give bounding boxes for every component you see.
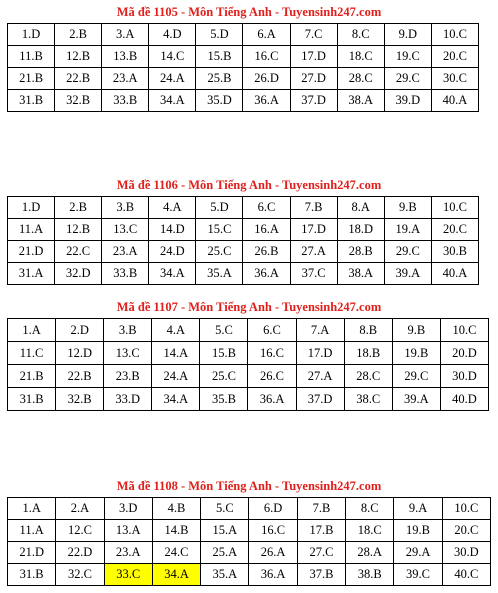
answer-row	[8, 263, 479, 285]
answer-cell: 21.D	[8, 542, 56, 564]
answer-cell: 13.A	[104, 520, 152, 542]
answer-cell: 23.A	[102, 241, 149, 263]
answer-cell: 28.C	[337, 68, 384, 90]
answer-cell: 17.D	[290, 219, 337, 241]
answer-cell: 40.C	[442, 564, 490, 586]
answer-cell: 38.A	[337, 263, 384, 285]
answer-cell: 6.C	[243, 197, 290, 219]
answer-rows	[8, 319, 489, 411]
answer-cell: 10.C	[431, 197, 478, 219]
answer-cell: 26.D	[243, 68, 290, 90]
answer-cell: 8.C	[346, 498, 394, 520]
answer-cell: 39.A	[384, 263, 431, 285]
answer-cell: 12.B	[55, 46, 102, 68]
answer-cell: 37.C	[290, 263, 337, 285]
answer-cell: 37.B	[297, 564, 345, 586]
answer-cell: 12.B	[55, 219, 102, 241]
answer-cell: 22.B	[56, 365, 104, 388]
answer-cell: 7.B	[297, 498, 345, 520]
answer-cell: 24.D	[149, 241, 196, 263]
answer-table	[7, 196, 479, 285]
answer-cell: 8.C	[337, 24, 384, 46]
answer-cell: 4.A	[149, 197, 196, 219]
answer-cell: 14.A	[152, 342, 200, 365]
answer-cell: 34.A	[152, 388, 200, 411]
answer-cell: 5.D	[196, 197, 243, 219]
answer-cell: 27.C	[297, 542, 345, 564]
answer-cell: 3.B	[102, 197, 149, 219]
answer-cell: 30.D	[440, 365, 488, 388]
answer-cell: 27.A	[296, 365, 344, 388]
answer-cell: 2.D	[56, 319, 104, 342]
answer-cell: 3.A	[102, 24, 149, 46]
answer-cell: 4.A	[152, 319, 200, 342]
answer-rows	[8, 498, 491, 586]
answer-row	[8, 520, 491, 542]
answer-cell: 22.C	[55, 241, 102, 263]
answer-cell: 38.C	[344, 388, 392, 411]
answer-cell: 14.B	[152, 520, 200, 542]
answer-cell: 21.D	[8, 241, 55, 263]
answer-row	[8, 498, 491, 520]
answer-cell: 33.B	[102, 90, 149, 112]
answer-cell: 40.A	[431, 90, 478, 112]
answer-cell: 23.A	[102, 68, 149, 90]
answer-cell: 19.B	[394, 520, 442, 542]
answer-cell: 27.D	[290, 68, 337, 90]
answer-cell: 39.D	[384, 90, 431, 112]
answer-cell: 29.C	[384, 68, 431, 90]
answer-cell: 23.A	[104, 542, 152, 564]
answer-cell: 16.A	[243, 219, 290, 241]
answer-cell: 2.A	[56, 498, 104, 520]
answer-cell: 28.C	[344, 365, 392, 388]
answer-cell: 9.D	[384, 24, 431, 46]
answer-cell: 37.D	[296, 388, 344, 411]
answer-cell: 21.B	[8, 365, 56, 388]
answer-cell: 9.B	[392, 319, 440, 342]
answer-cell: 8.A	[337, 197, 384, 219]
answer-cell: 32.C	[56, 564, 104, 586]
answer-rows	[8, 197, 479, 285]
answer-cell: 15.C	[196, 219, 243, 241]
answer-cell: 12.D	[56, 342, 104, 365]
answer-cell: 20.C	[442, 520, 490, 542]
answer-cell: 17.D	[296, 342, 344, 365]
answer-cell: 20.D	[440, 342, 488, 365]
code-title: Mã đề 1107 - Môn Tiếng Anh - Tuyensinh247.com	[116, 300, 382, 314]
answer-cell: 17.B	[297, 520, 345, 542]
answer-cell: 32.B	[55, 90, 102, 112]
answer-cell: 26.C	[248, 365, 296, 388]
answer-row	[8, 219, 479, 241]
answer-cell: 18.B	[344, 342, 392, 365]
answer-cell: 32.D	[55, 263, 102, 285]
answer-cell: 37.D	[290, 90, 337, 112]
code-title: Mã đề 1108 - Môn Tiếng Anh - Tuyensinh247.com	[116, 479, 382, 493]
answer-cell: 4.D	[149, 24, 196, 46]
answer-cell: 34.A	[149, 90, 196, 112]
answer-row	[8, 319, 489, 342]
answer-cell: 22.D	[56, 542, 104, 564]
answer-cell: 11.B	[8, 46, 55, 68]
answer-cell: 32.B	[56, 388, 104, 411]
answer-cell: 2.B	[55, 197, 102, 219]
answer-row	[8, 564, 491, 586]
answer-row	[8, 365, 489, 388]
answer-cell: 1.D	[8, 197, 55, 219]
answer-cell: 36.A	[243, 263, 290, 285]
answer-cell: 29.A	[394, 542, 442, 564]
answer-cell: 33.D	[104, 388, 152, 411]
answer-cell: 13.C	[104, 342, 152, 365]
answer-table	[7, 318, 489, 411]
answer-row	[8, 542, 491, 564]
answer-cell: 4.B	[152, 498, 200, 520]
answer-cell: 31.B	[8, 90, 55, 112]
answer-cell: 2.B	[55, 24, 102, 46]
answer-row	[8, 197, 479, 219]
answer-cell: 34.A	[149, 263, 196, 285]
answer-cell: 7.C	[290, 24, 337, 46]
answer-cell: 28.A	[346, 542, 394, 564]
answer-row	[8, 388, 489, 411]
answer-cell: 9.B	[384, 197, 431, 219]
answer-cell: 26.B	[243, 241, 290, 263]
answer-cell: 9.A	[394, 498, 442, 520]
answer-cell: 35.B	[200, 388, 248, 411]
answer-cell: 10.C	[440, 319, 488, 342]
answer-cell: 40.D	[440, 388, 488, 411]
answer-cell: 35.D	[196, 90, 243, 112]
answer-cell: 27.A	[290, 241, 337, 263]
answer-cell: 1.A	[8, 498, 56, 520]
answer-cell: 10.C	[442, 498, 490, 520]
answer-cell: 18.C	[346, 520, 394, 542]
answer-cell: 35.A	[201, 564, 249, 586]
answer-cell: 28.B	[337, 241, 384, 263]
answer-cell: 3.B	[104, 319, 152, 342]
answer-cell: 14.C	[149, 46, 196, 68]
answer-cell: 23.B	[104, 365, 152, 388]
answer-cell: 24.A	[152, 365, 200, 388]
answer-cell: 31.B	[8, 564, 56, 586]
answer-cell: 6.A	[243, 24, 290, 46]
answer-cell: 33.C	[104, 564, 152, 586]
answer-cell: 5.C	[200, 319, 248, 342]
answer-cell: 19.C	[384, 46, 431, 68]
answer-cell: 25.B	[196, 68, 243, 90]
answer-cell: 36.A	[248, 388, 296, 411]
answer-cell: 24.A	[149, 68, 196, 90]
code-title: Mã đề 1105 - Môn Tiếng Anh - Tuyensinh247.com	[116, 5, 382, 19]
answer-cell: 25.A	[201, 542, 249, 564]
answer-cell: 20.C	[431, 219, 478, 241]
answer-row	[8, 68, 479, 90]
answer-cell: 19.B	[392, 342, 440, 365]
answer-cell: 5.C	[201, 498, 249, 520]
answer-cell: 18.D	[337, 219, 384, 241]
answer-cell: 6.D	[249, 498, 297, 520]
answer-table	[7, 23, 479, 112]
answer-cell: 15.B	[196, 46, 243, 68]
answer-cell: 19.A	[384, 219, 431, 241]
answer-cell: 1.A	[8, 319, 56, 342]
answer-cell: 15.B	[200, 342, 248, 365]
answer-cell: 38.B	[346, 564, 394, 586]
answer-cell: 34.A	[152, 564, 200, 586]
answer-cell: 30.B	[431, 241, 478, 263]
answer-row	[8, 241, 479, 263]
answer-cell: 17.D	[290, 46, 337, 68]
answer-cell: 12.C	[56, 520, 104, 542]
answer-row	[8, 46, 479, 68]
answer-cell: 26.A	[249, 542, 297, 564]
answer-cell: 33.B	[102, 263, 149, 285]
answer-cell: 30.C	[431, 68, 478, 90]
answer-cell: 29.C	[392, 365, 440, 388]
answer-row	[8, 90, 479, 112]
code-title: Mã đề 1106 - Môn Tiếng Anh - Tuyensinh247.com	[116, 178, 382, 192]
answer-cell: 31.A	[8, 263, 55, 285]
answer-cell: 36.A	[249, 564, 297, 586]
answer-cell: 7.A	[296, 319, 344, 342]
answer-cell: 30.D	[442, 542, 490, 564]
answer-cell: 31.B	[8, 388, 56, 411]
answer-cell: 13.B	[102, 46, 149, 68]
answer-cell: 24.C	[152, 542, 200, 564]
answer-cell: 40.A	[431, 263, 478, 285]
answer-cell: 6.C	[248, 319, 296, 342]
answer-cell: 16.C	[248, 342, 296, 365]
answer-cell: 3.D	[104, 498, 152, 520]
answer-cell: 20.C	[431, 46, 478, 68]
answer-cell: 1.D	[8, 24, 55, 46]
answer-cell: 25.C	[200, 365, 248, 388]
answer-cell: 14.D	[149, 219, 196, 241]
answer-cell: 11.C	[8, 342, 56, 365]
answer-cell: 13.C	[102, 219, 149, 241]
answer-row	[8, 342, 489, 365]
answer-cell: 18.C	[337, 46, 384, 68]
answer-cell: 21.B	[8, 68, 55, 90]
answer-cell: 25.C	[196, 241, 243, 263]
answer-row	[8, 24, 479, 46]
answer-cell: 39.C	[394, 564, 442, 586]
answer-cell: 10.C	[431, 24, 478, 46]
answer-cell: 16.C	[243, 46, 290, 68]
answer-table	[7, 497, 491, 586]
answer-cell: 38.A	[337, 90, 384, 112]
answer-cell: 11.A	[8, 520, 56, 542]
answer-cell: 36.A	[243, 90, 290, 112]
answer-cell: 5.D	[196, 24, 243, 46]
answer-cell: 29.C	[384, 241, 431, 263]
answer-cell: 16.C	[249, 520, 297, 542]
answer-cell: 35.A	[196, 263, 243, 285]
answer-rows	[8, 24, 479, 112]
answer-cell: 11.A	[8, 219, 55, 241]
answer-cell: 15.A	[201, 520, 249, 542]
answer-cell: 22.B	[55, 68, 102, 90]
answer-cell: 7.B	[290, 197, 337, 219]
answer-cell: 8.B	[344, 319, 392, 342]
answer-cell: 39.A	[392, 388, 440, 411]
